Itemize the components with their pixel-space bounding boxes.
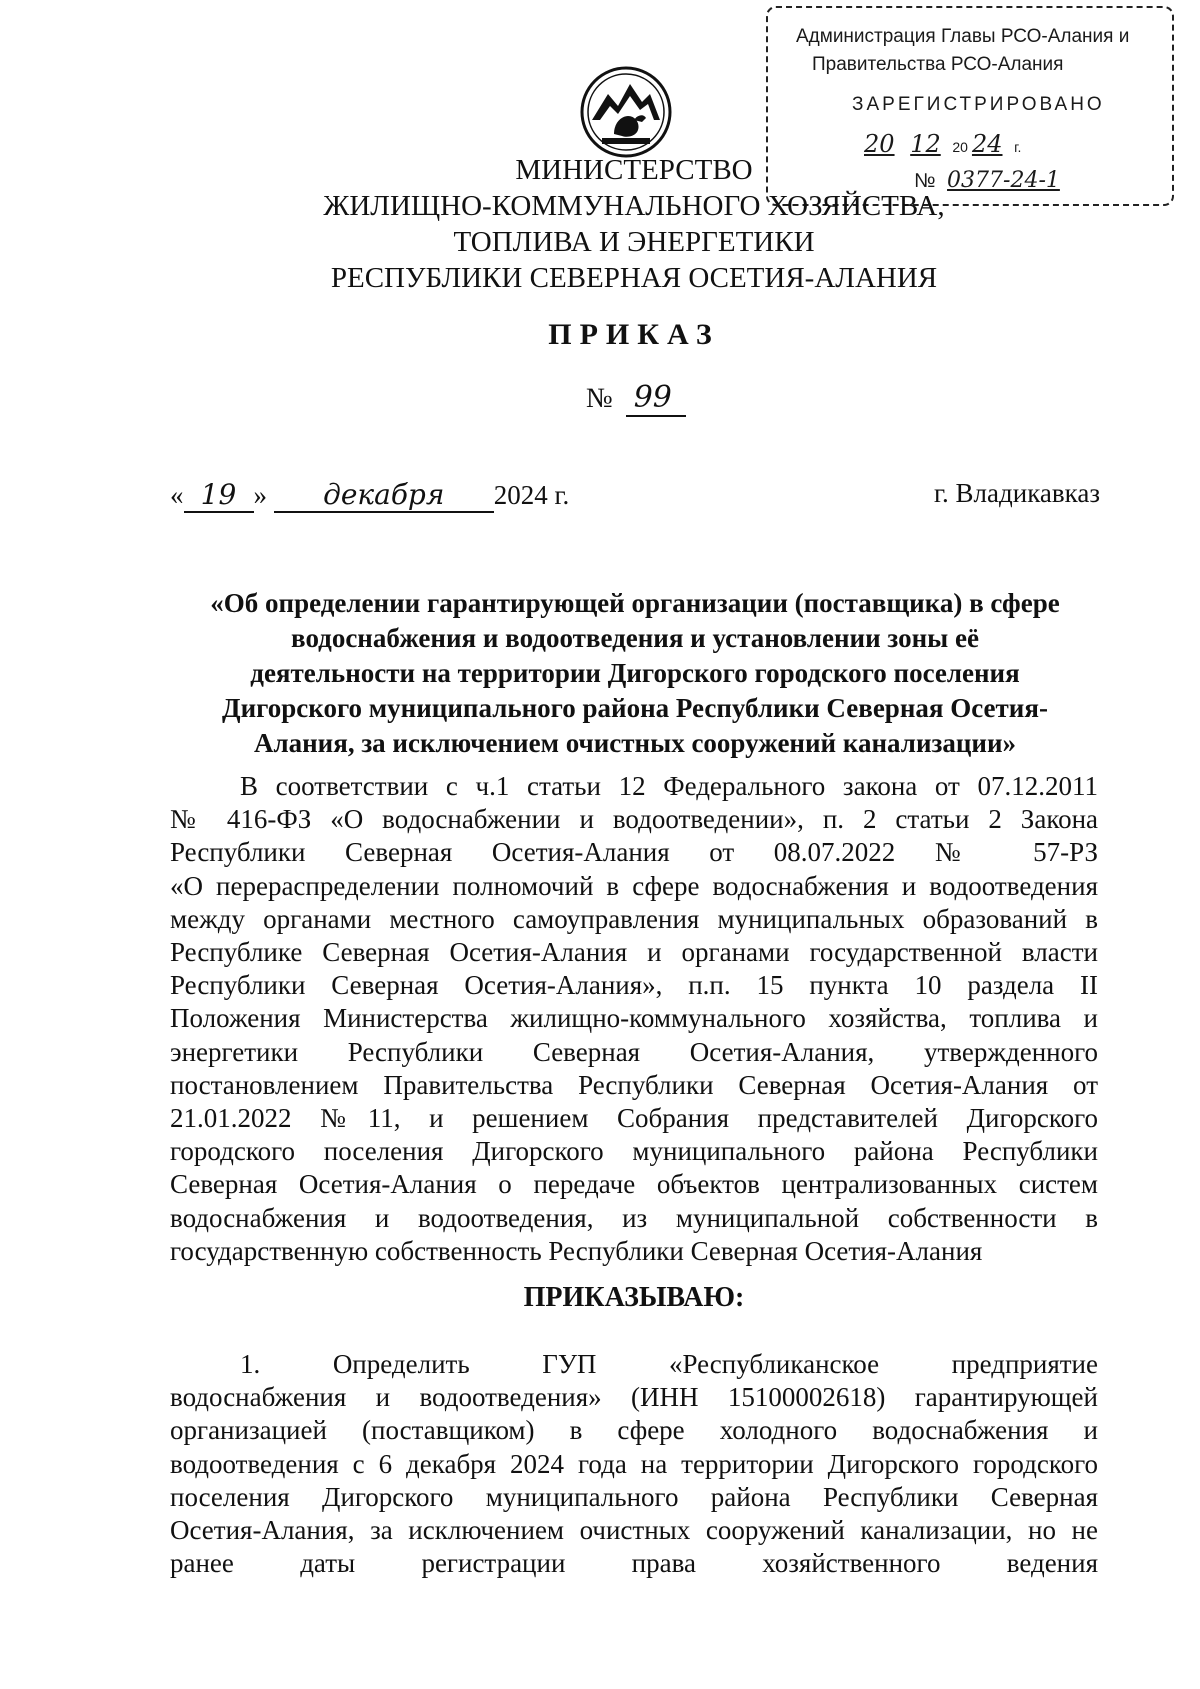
preamble-line: между органами местного самоуправления муниципальных образований в xyxy=(170,903,1098,934)
stamp-date-year-prefix: 20 xyxy=(952,139,968,155)
subject-line: водоснабжения и водоотведения и установлении зоны её xyxy=(291,623,979,653)
order-directive-heading: ПРИКАЗЫВАЮ: xyxy=(523,1282,745,1313)
date-month: декабря xyxy=(274,478,494,513)
item1-line: Осетия-Алания, за исключением очистных сооружений канализации, но не xyxy=(170,1515,1098,1546)
stamp-registered: ЗАРЕГИСТРИРОВАНО xyxy=(852,94,1105,115)
ministry-header xyxy=(0,152,1200,296)
preamble-line: городского поселения Дигорского муниципального района Республики xyxy=(170,1136,1098,1167)
subject-line: «Об определении гарантирующей организации (поставщика) в сфере xyxy=(210,588,1060,618)
stamp-date-suffix: г. xyxy=(1014,139,1022,155)
item1-line: водоснабжения и водоотведения» (ИНН 15100002618) гарантирующей xyxy=(170,1382,1098,1413)
ministry-line2: ЖИЛИЩНО-КОММУНАЛЬНОГО ХОЗЯЙСТВА, xyxy=(323,190,945,222)
item1-line: поселения Дигорского муниципального района Республики Северная xyxy=(170,1481,1098,1512)
preamble-line: Республике Северная Осетия-Алания и органами государственной власти xyxy=(170,937,1098,968)
stamp-org-line2: Правительства РСО-Алания xyxy=(812,54,1064,75)
stamp-number-label: № xyxy=(914,170,936,192)
order-number xyxy=(586,380,686,417)
order-date xyxy=(170,478,569,513)
preamble-line: Северная Осетия-Алания о передаче объектов централизованных систем xyxy=(170,1169,1098,1200)
preamble-line: «О перераспределении полномочий в сфере водоснабжения и водоотведения xyxy=(170,870,1098,901)
subject-line: деятельности на территории Дигорского городского поселения xyxy=(250,658,1020,688)
preamble-line: государственную собственность Республики Северная Осетия-Алания xyxy=(170,1235,983,1266)
ministry-line3: ТОПЛИВА И ЭНЕРГЕТИКИ xyxy=(453,226,815,258)
item1-line: организацией (поставщиком) в сфере холодного водоснабжения и xyxy=(170,1415,1098,1446)
preamble-paragraph xyxy=(170,770,1098,1268)
order-title: ПРИКАЗ xyxy=(548,318,720,351)
item1-line: водоотведения с 6 декабря 2024 года на территории Дигорского городского xyxy=(170,1448,1098,1479)
preamble-line: № 416-ФЗ «О водоснабжении и водоотведении», п. 2 статьи 2 Закона xyxy=(170,804,1098,835)
date-open-quote: « xyxy=(170,480,184,510)
preamble-line: Республики Северная Осетия-Алания от 08.07.2022 № 57-РЗ xyxy=(170,837,1098,868)
stamp-date-month: 12 xyxy=(910,130,941,158)
ministry-line1: МИНИСТЕРСТВО xyxy=(515,154,753,186)
subject-line: Дигорского муниципального района Республики Северная Осетия- xyxy=(222,693,1048,723)
coat-of-arms-icon xyxy=(578,64,674,160)
preamble-line: водоснабжения и водоотведения, из муниципальной собственности в xyxy=(170,1202,1098,1233)
date-year: 2024 г. xyxy=(493,480,570,510)
order-number-label: № xyxy=(586,383,613,414)
ministry-line4: РЕСПУБЛИКИ СЕВЕРНАЯ ОСЕТИЯ-АЛАНИЯ xyxy=(330,262,938,294)
date-day: 19 xyxy=(184,478,254,513)
order-item-1 xyxy=(170,1348,1098,1580)
item1-line: ранее даты регистрации права хозяйственного ведения xyxy=(170,1548,1098,1579)
stamp-date-year: 24 xyxy=(971,130,1003,158)
preamble-line: В соответствии с ч.1 статьи 12 Федерального закона от 07.12.2011 xyxy=(240,771,1098,801)
stamp-date-day: 20 xyxy=(864,130,895,158)
subject-line: Алания, за исключением очистных сооружений канализации» xyxy=(253,728,1017,758)
stamp-org-line1: Администрация Главы РСО-Алания и xyxy=(796,26,1130,47)
preamble-line: энергетики Республики Северная Осетия-Алания, утвержденного xyxy=(170,1036,1098,1067)
order-number-value: 99 xyxy=(626,380,686,417)
preamble-line: постановлением Правительства Республики Северная Осетия-Алания от xyxy=(170,1069,1098,1100)
preamble-line: Республики Северная Осетия-Алания», п.п. 15 пункта 10 раздела II xyxy=(170,970,1098,1001)
item1-line: 1. Определить ГУП «Республиканское предприятие xyxy=(240,1349,1098,1379)
preamble-line: 21.01.2022 №11, и решением Собрания представителей Дигорского xyxy=(170,1103,1098,1134)
stamp-number-value: 0377-24-1 xyxy=(947,168,1060,193)
preamble-line: Положения Министерства жилищно-коммунального хозяйства, топлива и xyxy=(170,1003,1098,1034)
order-city: г. Владикавказ xyxy=(934,478,1100,508)
order-subject xyxy=(170,586,1100,761)
date-close-quote: » xyxy=(253,480,267,510)
